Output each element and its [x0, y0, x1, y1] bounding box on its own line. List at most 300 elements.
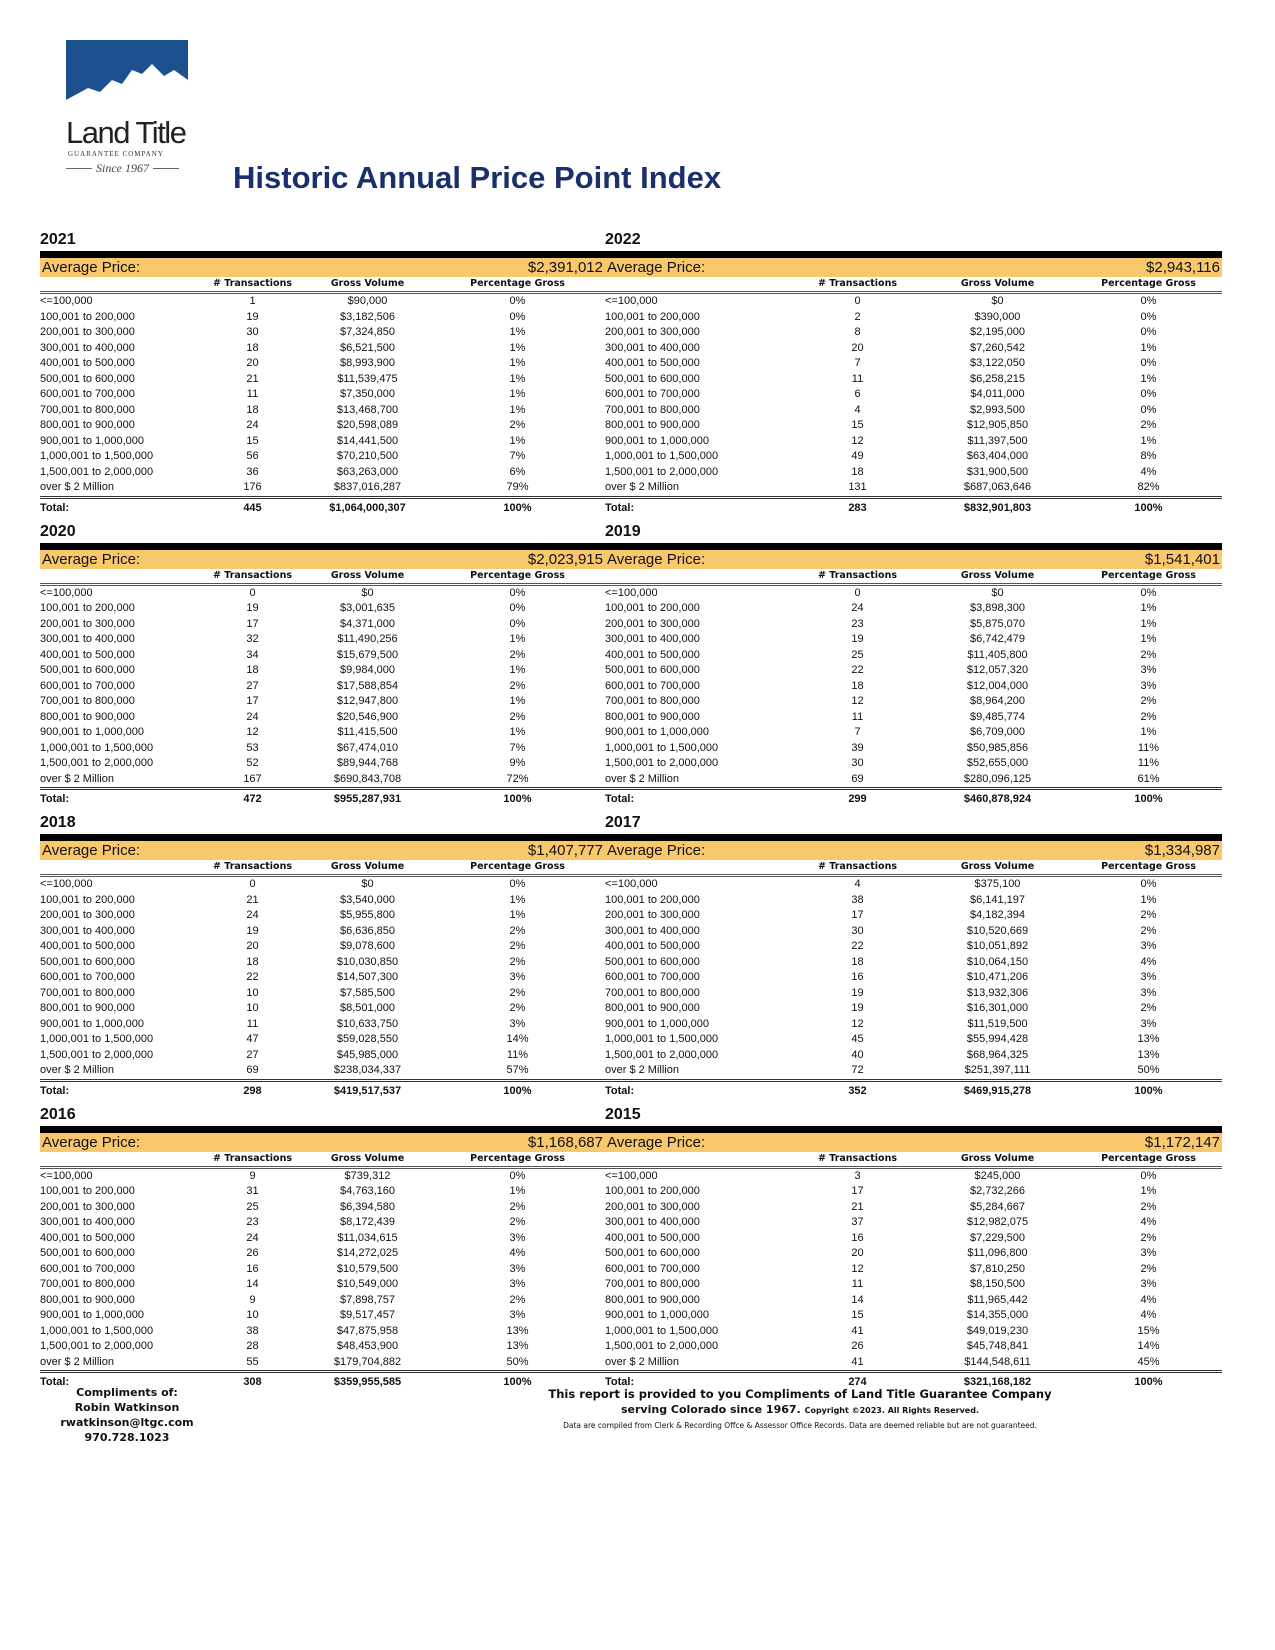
price-range: <=100,000 [605, 1169, 658, 1182]
price-range: 100,001 to 200,000 [605, 310, 700, 323]
total-label: Total: [605, 1084, 635, 1097]
percentage-gross: 11% [1137, 757, 1160, 769]
gross-volume: $0 [361, 586, 374, 599]
percentage-gross: 1% [509, 388, 526, 400]
average-price-label: Average Price: [42, 259, 141, 276]
table-row [605, 1001, 1222, 1017]
transactions: 24 [246, 710, 259, 723]
gross-volume: $12,905,850 [966, 419, 1029, 431]
transactions: 0 [249, 586, 256, 599]
percentage-gross: 3% [509, 1278, 526, 1290]
total-percentage: 100% [1134, 1084, 1163, 1097]
transactions: 30 [851, 924, 864, 937]
transactions: 17 [851, 909, 864, 921]
transactions: 16 [246, 1262, 259, 1275]
percentage-gross: 15% [1137, 1324, 1160, 1337]
price-range: 300,001 to 400,000 [605, 1216, 700, 1228]
percentage-gross: 3% [1140, 664, 1157, 676]
header-percentage-gross: Percentage Gross [470, 1152, 565, 1164]
table-row [40, 617, 605, 633]
percentage-gross: 2% [509, 419, 526, 431]
table-row [40, 356, 605, 372]
gross-volume: $3,182,506 [339, 310, 396, 323]
price-range: 800,001 to 900,000 [40, 419, 135, 431]
price-range: 1,500,001 to 2,000,000 [605, 1340, 719, 1352]
percentage-gross: 0% [509, 586, 526, 599]
price-range: 800,001 to 900,000 [605, 419, 700, 431]
percentage-gross: 13% [506, 1324, 529, 1337]
transactions: 20 [851, 341, 864, 354]
transactions: 25 [851, 648, 864, 661]
percentage-gross: 2% [1140, 710, 1157, 723]
table-row [40, 1169, 605, 1185]
table-row [605, 1262, 1222, 1278]
year-heading: 2015 [605, 1105, 641, 1123]
percentage-gross: 72% [506, 772, 529, 785]
total-transactions: 299 [848, 793, 867, 805]
header-percentage-gross: Percentage Gross [470, 569, 565, 581]
table-row [605, 648, 1222, 664]
price-range: 300,001 to 400,000 [40, 341, 135, 354]
table-row [40, 1063, 605, 1079]
average-price-bar [605, 258, 1222, 277]
gross-volume: $10,579,500 [336, 1262, 399, 1275]
gross-volume: $63,404,000 [966, 450, 1029, 462]
price-range: 700,001 to 800,000 [605, 1278, 700, 1290]
total-gross-volume: $469,915,278 [963, 1084, 1032, 1097]
percentage-gross: 2% [1140, 1262, 1157, 1275]
transactions: 69 [851, 772, 864, 785]
total-transactions: 298 [243, 1084, 262, 1097]
gross-volume: $11,034,615 [337, 1231, 398, 1244]
price-range: 100,001 to 200,000 [605, 893, 700, 906]
table-row [40, 694, 605, 710]
year-heading: 2022 [605, 231, 641, 248]
table-row [40, 387, 605, 403]
gross-volume: $12,004,000 [966, 679, 1029, 692]
percentage-gross: 2% [509, 648, 526, 661]
price-range: 200,001 to 300,000 [40, 1200, 135, 1213]
table-row [40, 325, 605, 341]
average-price-value: $1,168,687 [527, 1133, 603, 1151]
table-row [605, 741, 1222, 757]
transactions: 11 [246, 1017, 259, 1030]
header-percentage-gross: Percentage Gross [1101, 569, 1196, 581]
year-heading: 2016 [40, 1105, 76, 1123]
percentage-gross: 2% [1140, 1200, 1157, 1213]
transactions: 21 [246, 372, 259, 385]
price-range: 200,001 to 300,000 [40, 909, 135, 921]
gross-volume: $10,051,892 [966, 940, 1029, 952]
table-row [605, 1215, 1222, 1231]
percentage-gross: 0% [1140, 295, 1157, 307]
percentage-gross: 0% [509, 602, 526, 614]
transactions: 27 [246, 1048, 259, 1061]
percentage-gross: 13% [1137, 1048, 1160, 1061]
table-row [40, 586, 605, 602]
transactions: 16 [851, 971, 864, 983]
price-range: 1,000,001 to 1,500,000 [40, 1033, 154, 1045]
percentage-gross: 3% [509, 1017, 526, 1030]
transactions: 21 [246, 893, 259, 906]
transactions: 7 [854, 726, 861, 738]
table-row [40, 893, 605, 909]
gross-volume: $690,843,708 [333, 772, 402, 785]
price-range: 500,001 to 600,000 [40, 1247, 135, 1259]
table-row [40, 908, 605, 924]
divider [40, 251, 605, 258]
percentage-gross: 2% [509, 1216, 526, 1228]
price-range: 800,001 to 900,000 [40, 710, 135, 723]
table-row [605, 986, 1222, 1002]
header-percentage-gross: Percentage Gross [470, 861, 565, 872]
transactions: 31 [246, 1185, 259, 1197]
gross-volume: $14,272,025 [336, 1247, 399, 1259]
transactions: 15 [851, 419, 864, 431]
transactions: 72 [851, 1064, 864, 1076]
percentage-gross: 14% [1137, 1340, 1160, 1352]
gross-volume: $9,984,000 [339, 664, 396, 676]
gross-volume: $11,965,442 [967, 1293, 1028, 1306]
percentage-gross: 2% [509, 986, 526, 999]
percentage-gross: 2% [1140, 909, 1157, 921]
transactions: 36 [246, 465, 259, 478]
gross-volume: $10,549,000 [336, 1278, 399, 1290]
table-row [605, 1355, 1222, 1371]
header-gross-volume: Gross Volume [330, 569, 405, 581]
table-row [605, 725, 1222, 741]
gross-volume: $11,096,800 [967, 1247, 1028, 1259]
gross-volume: $280,096,125 [963, 772, 1032, 785]
transactions: 19 [851, 986, 864, 999]
divider [40, 834, 605, 841]
price-range: 1,000,001 to 1,500,000 [40, 741, 154, 754]
percentage-gross: 1% [509, 403, 526, 416]
gross-volume: $90,000 [347, 295, 388, 307]
total-label: Total: [605, 501, 635, 514]
table-row [40, 924, 605, 940]
price-range: 400,001 to 500,000 [605, 357, 700, 369]
percentage-gross: 4% [1140, 955, 1157, 968]
table-row [40, 1277, 605, 1293]
gross-volume: $12,982,075 [966, 1216, 1029, 1228]
gross-volume: $10,520,669 [966, 924, 1029, 937]
gross-volume: $50,985,856 [966, 741, 1029, 754]
table-row [605, 310, 1222, 326]
table-row [605, 1277, 1222, 1293]
gross-volume: $20,598,089 [336, 419, 399, 431]
header-percentage-gross: Percentage Gross [1101, 1152, 1196, 1164]
total-row [605, 1079, 1222, 1101]
price-range: 400,001 to 500,000 [40, 648, 135, 661]
table-row [605, 356, 1222, 372]
average-price-label: Average Price: [607, 1133, 706, 1151]
transactions: 19 [851, 633, 864, 645]
average-price-value: $1,407,777 [527, 842, 603, 859]
gross-volume: $59,028,550 [336, 1033, 399, 1045]
percentage-gross: 1% [509, 357, 526, 369]
average-price-bar [40, 841, 605, 860]
transactions: 41 [851, 1324, 864, 1337]
transactions: 18 [246, 341, 259, 354]
price-range: 100,001 to 200,000 [605, 1185, 700, 1197]
table-row [40, 1355, 605, 1371]
table-row [40, 310, 605, 326]
price-range: 1,000,001 to 1,500,000 [605, 1033, 719, 1045]
table-row [605, 663, 1222, 679]
percentage-gross: 2% [1140, 695, 1157, 707]
column-headers [40, 569, 605, 586]
total-gross-volume: $359,955,585 [333, 1376, 402, 1388]
percentage-gross: 3% [509, 1231, 526, 1244]
price-range: 600,001 to 700,000 [40, 1262, 135, 1275]
percentage-gross: 2% [1140, 1002, 1157, 1014]
percentage-gross: 50% [1137, 1064, 1160, 1076]
percentage-gross: 3% [509, 1309, 526, 1321]
price-range: 400,001 to 500,000 [605, 940, 700, 952]
table-row [605, 1017, 1222, 1033]
total-percentage: 100% [503, 1376, 532, 1388]
transactions: 11 [246, 388, 259, 400]
total-gross-volume: $419,517,537 [333, 1084, 402, 1097]
percentage-gross: 13% [506, 1340, 529, 1352]
total-transactions: 308 [243, 1376, 262, 1388]
price-range: 100,001 to 200,000 [40, 893, 135, 906]
average-price-bar [40, 1133, 605, 1152]
transactions: 15 [246, 434, 259, 447]
transactions: 16 [851, 1231, 864, 1244]
percentage-gross: 0% [509, 878, 526, 890]
price-range: <=100,000 [40, 295, 93, 307]
transactions: 12 [851, 434, 864, 447]
price-range: <=100,000 [605, 295, 658, 307]
year-table-2019 [605, 520, 1222, 810]
table-row [40, 480, 605, 496]
percentage-gross: 2% [1140, 648, 1157, 661]
gross-volume: $0 [991, 295, 1004, 307]
price-range: 700,001 to 800,000 [40, 986, 135, 999]
price-range: 100,001 to 200,000 [605, 602, 700, 614]
logo-since: Since 1967 [66, 159, 196, 177]
transactions: 4 [854, 403, 861, 416]
table-row [605, 1308, 1222, 1324]
gross-volume: $10,064,150 [966, 955, 1029, 968]
table-row [40, 1215, 605, 1231]
price-range: over $ 2 Million [40, 772, 114, 785]
percentage-gross: 1% [1140, 434, 1157, 447]
transactions: 20 [851, 1247, 864, 1259]
price-range: 700,001 to 800,000 [40, 695, 135, 707]
gross-volume: $245,000 [974, 1169, 1021, 1182]
transactions: 11 [851, 372, 864, 385]
gross-volume: $45,985,000 [336, 1048, 399, 1061]
header-gross-volume: Gross Volume [960, 569, 1035, 581]
table-row [40, 449, 605, 465]
disclaimer-line-2: serving Colorado since 1967. Copyright ©2023. All Rights Reserved. [621, 1403, 979, 1416]
gross-volume: $9,517,457 [339, 1309, 396, 1321]
table-row [40, 1048, 605, 1064]
table-row [605, 1246, 1222, 1262]
price-range: <=100,000 [40, 878, 93, 890]
column-headers [605, 277, 1222, 294]
table-row [40, 741, 605, 757]
table-row [605, 387, 1222, 403]
transactions: 22 [246, 971, 259, 983]
transactions: 9 [249, 1169, 256, 1182]
percentage-gross: 1% [509, 893, 526, 906]
year-table-2015 [605, 1103, 1222, 1393]
percentage-gross: 4% [1140, 1309, 1157, 1321]
table-row [40, 756, 605, 772]
gross-volume: $45,748,841 [966, 1340, 1029, 1352]
price-range: 400,001 to 500,000 [605, 648, 700, 661]
gross-volume: $20,546,900 [336, 710, 399, 723]
percentage-gross: 2% [509, 924, 526, 937]
table-row [40, 679, 605, 695]
gross-volume: $9,485,774 [969, 710, 1026, 723]
transactions: 18 [851, 679, 864, 692]
transactions: 22 [851, 664, 864, 676]
transactions: 12 [851, 1017, 864, 1030]
year-table-2017 [605, 811, 1222, 1101]
gross-volume: $63,263,000 [336, 465, 399, 478]
gross-volume: $17,588,854 [336, 679, 399, 692]
total-label: Total: [40, 501, 70, 514]
percentage-gross: 7% [509, 741, 526, 754]
table-row [605, 893, 1222, 909]
average-price-label: Average Price: [42, 1133, 141, 1151]
year-heading: 2020 [40, 522, 76, 540]
table-row [40, 1231, 605, 1247]
average-price-bar [40, 550, 605, 569]
table-row [40, 877, 605, 893]
year-tables [40, 228, 1222, 1392]
average-price-value: $1,334,987 [1144, 842, 1220, 859]
page-title: Historic Annual Price Point Index [233, 160, 722, 195]
table-row [605, 1200, 1222, 1216]
percentage-gross: 50% [506, 1355, 529, 1368]
transactions: 28 [246, 1340, 259, 1352]
percentage-gross: 3% [1140, 971, 1157, 983]
table-row [40, 341, 605, 357]
header-transactions: # Transactions [212, 861, 292, 872]
table-row [605, 418, 1222, 434]
percentage-gross: 4% [1140, 1293, 1157, 1306]
gross-volume: $4,011,000 [970, 388, 1025, 400]
transactions: 38 [246, 1324, 259, 1337]
transactions: 55 [246, 1355, 259, 1368]
gross-volume: $12,947,800 [336, 695, 399, 707]
transactions: 19 [851, 1002, 864, 1014]
percentage-gross: 57% [506, 1064, 529, 1076]
percentage-gross: 2% [1140, 924, 1157, 937]
company-logo [66, 40, 196, 177]
gross-volume: $3,001,635 [339, 602, 396, 614]
gross-volume: $6,394,580 [339, 1200, 396, 1213]
gross-volume: $10,633,750 [336, 1017, 399, 1030]
transactions: 17 [246, 695, 259, 707]
average-price-label: Average Price: [42, 842, 141, 859]
percentage-gross: 2% [1140, 419, 1157, 431]
header-transactions: # Transactions [212, 278, 292, 289]
transactions: 0 [249, 878, 256, 890]
gross-volume: $2,732,266 [969, 1185, 1026, 1197]
gross-volume: $390,000 [974, 310, 1021, 323]
transactions: 18 [246, 403, 259, 416]
price-range: 900,001 to 1,000,000 [40, 1309, 144, 1321]
table-row [605, 372, 1222, 388]
gross-volume: $8,150,500 [969, 1278, 1026, 1290]
price-range: 300,001 to 400,000 [40, 1216, 135, 1228]
percentage-gross: 3% [509, 1262, 526, 1275]
year-heading: 2017 [605, 814, 641, 831]
logo-subtitle: GUARANTEE COMPANY [68, 150, 164, 158]
gross-volume: $179,704,882 [333, 1355, 402, 1368]
table-row [40, 772, 605, 788]
transactions: 56 [246, 450, 259, 462]
gross-volume: $6,258,215 [969, 372, 1026, 385]
percentage-gross: 1% [1140, 617, 1157, 630]
year-table-2018 [40, 811, 605, 1101]
transactions: 24 [246, 909, 259, 921]
percentage-gross: 6% [509, 465, 526, 478]
transactions: 1 [249, 295, 256, 307]
percentage-gross: 2% [1140, 1231, 1157, 1244]
price-range: 1,500,001 to 2,000,000 [605, 757, 719, 769]
table-row [605, 970, 1222, 986]
gross-volume: $238,034,337 [333, 1064, 402, 1076]
percentage-gross: 1% [1140, 602, 1157, 614]
transactions: 2 [854, 310, 861, 323]
percentage-gross: 0% [1140, 388, 1157, 400]
percentage-gross: 3% [509, 971, 526, 983]
divider [605, 1126, 1222, 1133]
total-percentage: 100% [503, 793, 532, 805]
gross-volume: $5,955,800 [339, 909, 396, 921]
price-range: over $ 2 Million [40, 1064, 114, 1076]
average-price-value: $1,541,401 [1144, 550, 1220, 568]
total-gross-volume: $460,878,924 [963, 793, 1032, 805]
table-row [40, 434, 605, 450]
total-percentage: 100% [1134, 501, 1163, 514]
total-gross-volume: $955,287,931 [333, 793, 402, 805]
price-range: 500,001 to 600,000 [605, 955, 700, 968]
percentage-gross: 13% [1137, 1033, 1160, 1045]
price-range: 600,001 to 700,000 [40, 679, 135, 692]
price-range: 800,001 to 900,000 [605, 710, 700, 723]
average-price-label: Average Price: [42, 550, 141, 568]
gross-volume: $2,195,000 [969, 326, 1026, 338]
gross-volume: $16,301,000 [966, 1002, 1029, 1014]
table-row [605, 955, 1222, 971]
table-row [40, 725, 605, 741]
header-gross-volume: Gross Volume [330, 1152, 405, 1164]
gross-volume: $4,182,394 [969, 909, 1026, 921]
gross-volume: $3,122,050 [969, 357, 1026, 369]
transactions: 45 [851, 1033, 864, 1045]
price-range: 1,500,001 to 2,000,000 [40, 1340, 154, 1352]
gross-volume: $70,210,500 [336, 450, 399, 462]
percentage-gross: 4% [1140, 465, 1157, 478]
gross-volume: $11,405,800 [967, 648, 1028, 661]
copyright: Copyright ©2023. All Rights Reserved. [804, 1406, 979, 1415]
divider [605, 834, 1222, 841]
percentage-gross: 1% [1140, 633, 1157, 645]
column-headers [40, 277, 605, 294]
year-table-2016 [40, 1103, 605, 1393]
price-range: 700,001 to 800,000 [40, 1278, 135, 1290]
price-range: 900,001 to 1,000,000 [605, 434, 709, 447]
